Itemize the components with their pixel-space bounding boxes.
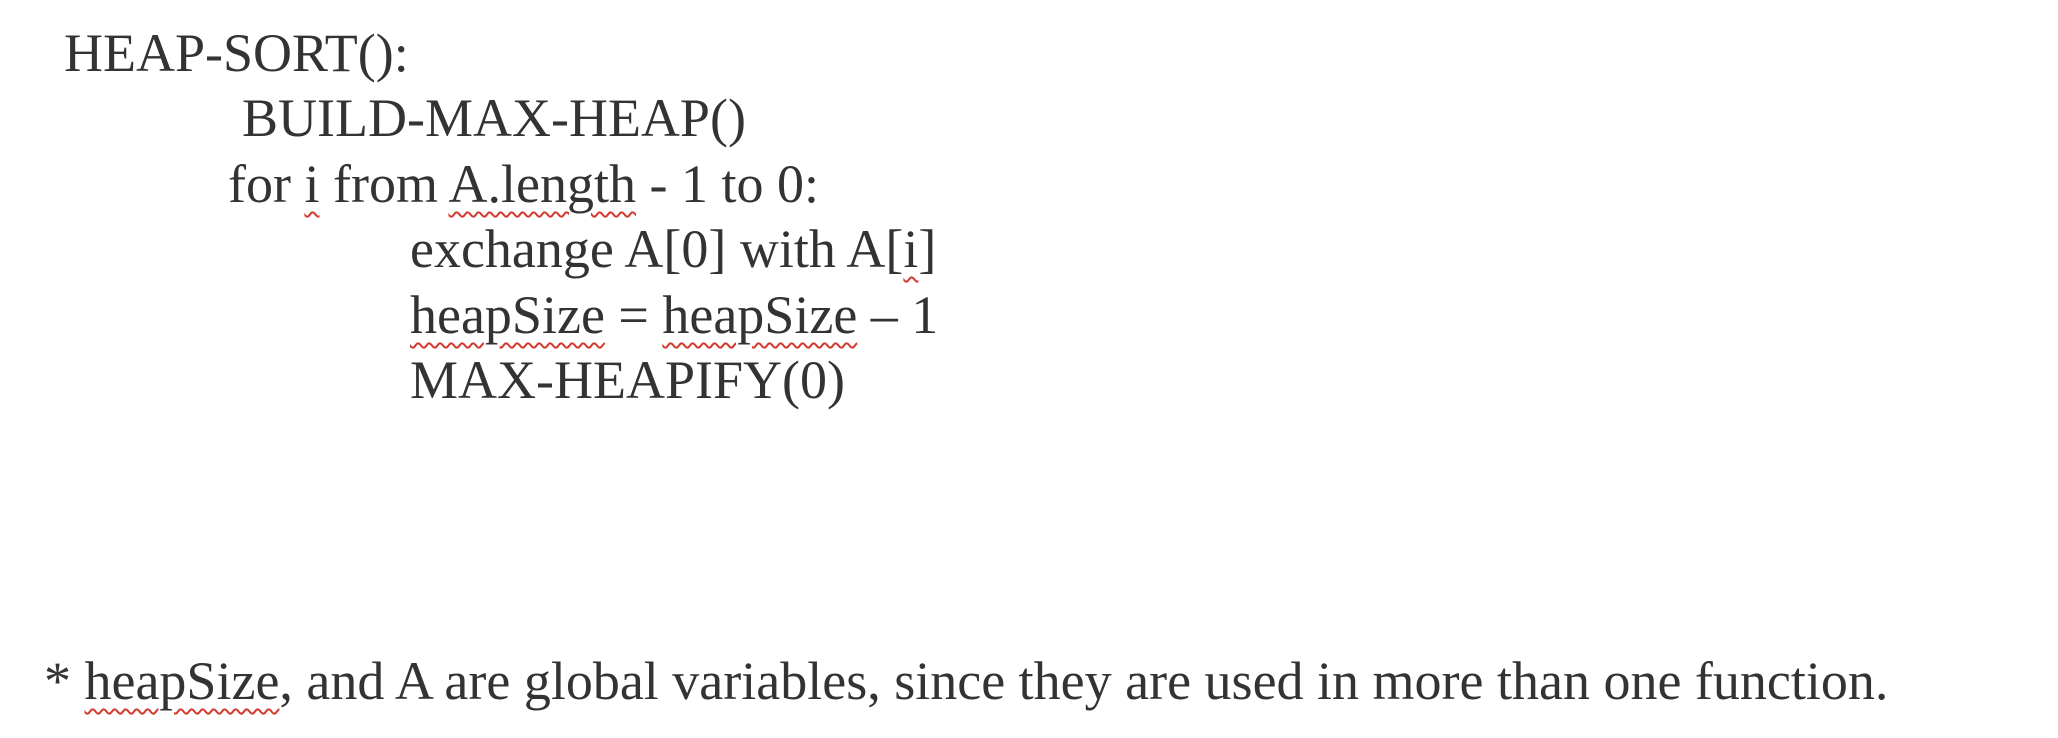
footnote: [44, 648, 1888, 714]
footnote-text: , and A are global variables, since they are used in more than one function.: [279, 651, 1889, 711]
footnote-star: *: [44, 651, 85, 711]
exchange-line: [410, 216, 936, 282]
for-loop-line: [228, 151, 819, 217]
for-keyword: for: [228, 154, 305, 214]
loop-variable: i: [304, 154, 320, 214]
loop-range: - 1 to 0:: [635, 154, 819, 214]
assign-operator: =: [604, 285, 663, 345]
heapsize-right: heapSize: [662, 285, 858, 345]
array-length: A.length: [448, 154, 636, 214]
build-max-heap-call: BUILD-MAX-HEAP(): [242, 88, 746, 148]
from-keyword: from: [319, 154, 449, 214]
function-header: HEAP-SORT():: [64, 23, 409, 83]
exchange-text: exchange A[0] with A[: [410, 219, 904, 279]
exchange-close: ]: [918, 219, 937, 279]
exchange-index: i: [903, 219, 919, 279]
decrement-line: [410, 282, 938, 348]
max-heapify-call: MAX-HEAPIFY(0): [410, 350, 845, 410]
minus-one: – 1: [857, 285, 939, 345]
heapsize-left: heapSize: [410, 285, 605, 345]
footnote-term: heapSize: [84, 651, 280, 711]
